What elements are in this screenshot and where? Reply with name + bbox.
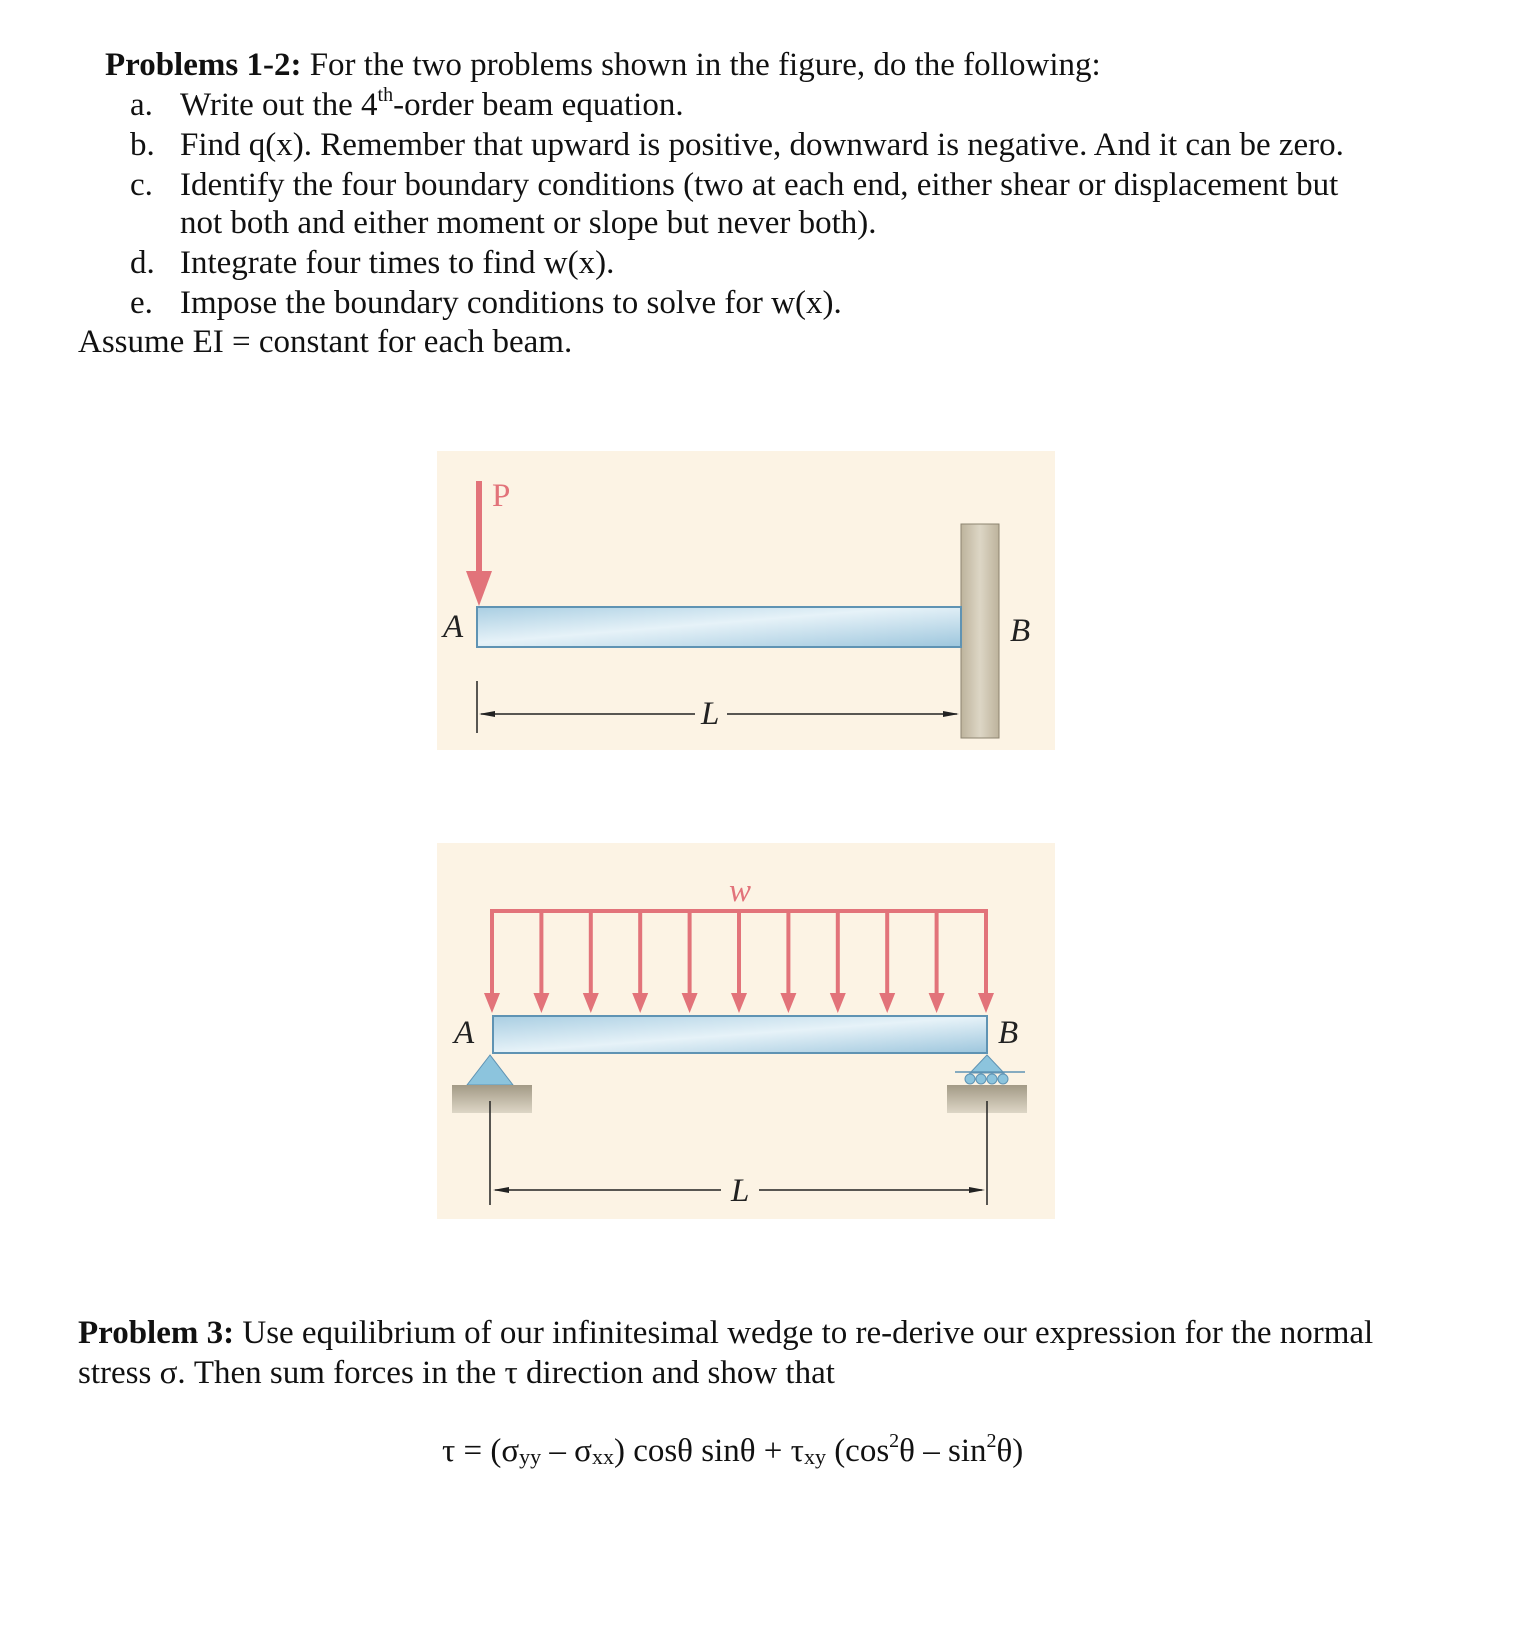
item-letter: b. [130,127,155,163]
shear-stress-equation [442,1431,1023,1471]
problems-1-2-intro-text: For the two problems shown in the figure, do the following: [301,47,1101,83]
equation-part: θ) [996,1433,1024,1469]
point-load-arrow [466,481,492,606]
item-text: Identify the four boundary conditions (two at each end, either shear or displacement but [180,167,1339,203]
load-arrow-shaft [688,913,692,997]
load-arrow-shaft [638,913,642,997]
equation-part: τ = (σ [442,1433,520,1469]
superscript: 2 [986,1430,997,1452]
simply-supported-figure [437,843,1055,1219]
item-text: -order beam equation. [393,87,684,123]
load-arrow-head [682,993,698,1013]
problem-3-line-1 [78,1313,1373,1353]
problems-1-2-heading: Problems 1-2: [105,47,302,83]
item-a [130,85,684,125]
load-arrow-head [583,993,599,1013]
problem-3-line-2: stress σ. Then sum forces in the τ direction and show that [78,1355,835,1391]
item-letter: a. [130,87,153,123]
load-arrow-shaft [589,913,593,997]
item-b [130,125,1344,165]
distributed-load [484,909,994,1013]
length-label-l: L [731,1173,750,1209]
item-letter: c. [130,167,153,203]
equation-part: θ – sin [899,1433,987,1469]
load-label-p: P [492,478,511,514]
cantilever-figure [437,451,1055,750]
item-c-continued: not both and either moment or slope but never both). [180,205,877,241]
load-arrow-head [533,993,549,1013]
end-label-b: B [1010,613,1031,649]
load-label-w: w [729,873,752,909]
equation-part: ) cosθ sinθ + τ [613,1433,804,1469]
load-arrow-shaft [786,913,790,997]
item-text: Impose the boundary conditions to solve for w(x). [180,285,842,321]
end-label-a: A [443,609,464,645]
load-arrow-head [731,993,747,1013]
item-text: Find q(x). Remember that upward is positive, downward is negative. And it can be zero. [180,127,1344,163]
load-arrow-shaft [490,913,494,997]
item-letter: d. [130,245,155,281]
item-text: Write out the 4 [180,87,378,123]
beam [493,1016,987,1053]
load-arrow-head [879,993,895,1013]
superscript: 2 [889,1430,900,1452]
subscript: xy [803,1444,826,1469]
subscript: xx [591,1444,614,1469]
load-arrow-head [978,993,994,1013]
beam [477,607,961,647]
equation-part: – σ [541,1433,592,1469]
load-arrow-shaft [539,913,543,997]
equation-part: (cos [825,1433,890,1469]
load-arrow-head [929,993,945,1013]
load-arrow-head [780,993,796,1013]
end-label-b: B [998,1015,1019,1051]
item-letter: e. [130,285,153,321]
load-arrow-shaft [984,913,988,997]
load-arrow-head [830,993,846,1013]
cantilever-diagram [437,451,1055,750]
superscript: th [377,84,394,106]
load-arrow-shaft [836,913,840,997]
length-label-l: L [701,696,720,732]
load-arrow-shaft [935,913,939,997]
subscript: yy [519,1444,542,1469]
item-e [130,283,842,323]
load-arrow-head [484,993,500,1013]
load-arrow-shaft [885,913,889,997]
pin-support [452,1055,532,1113]
fixed-wall [961,524,999,738]
end-label-a: A [454,1015,475,1051]
problems-1-2-intro [105,45,1101,85]
load-arrow-head [632,993,648,1013]
assume-ei: Assume EI = constant for each beam. [78,324,573,360]
item-text: Integrate four times to find w(x). [180,245,615,281]
problem-3-heading: Problem 3: [78,1315,235,1351]
load-arrow-shaft [737,913,741,997]
item-d [130,243,614,283]
problem-3-text: Use equilibrium of our infinitesimal wedge to re-derive our expression for the normal [234,1315,1374,1351]
item-c [130,165,1338,205]
